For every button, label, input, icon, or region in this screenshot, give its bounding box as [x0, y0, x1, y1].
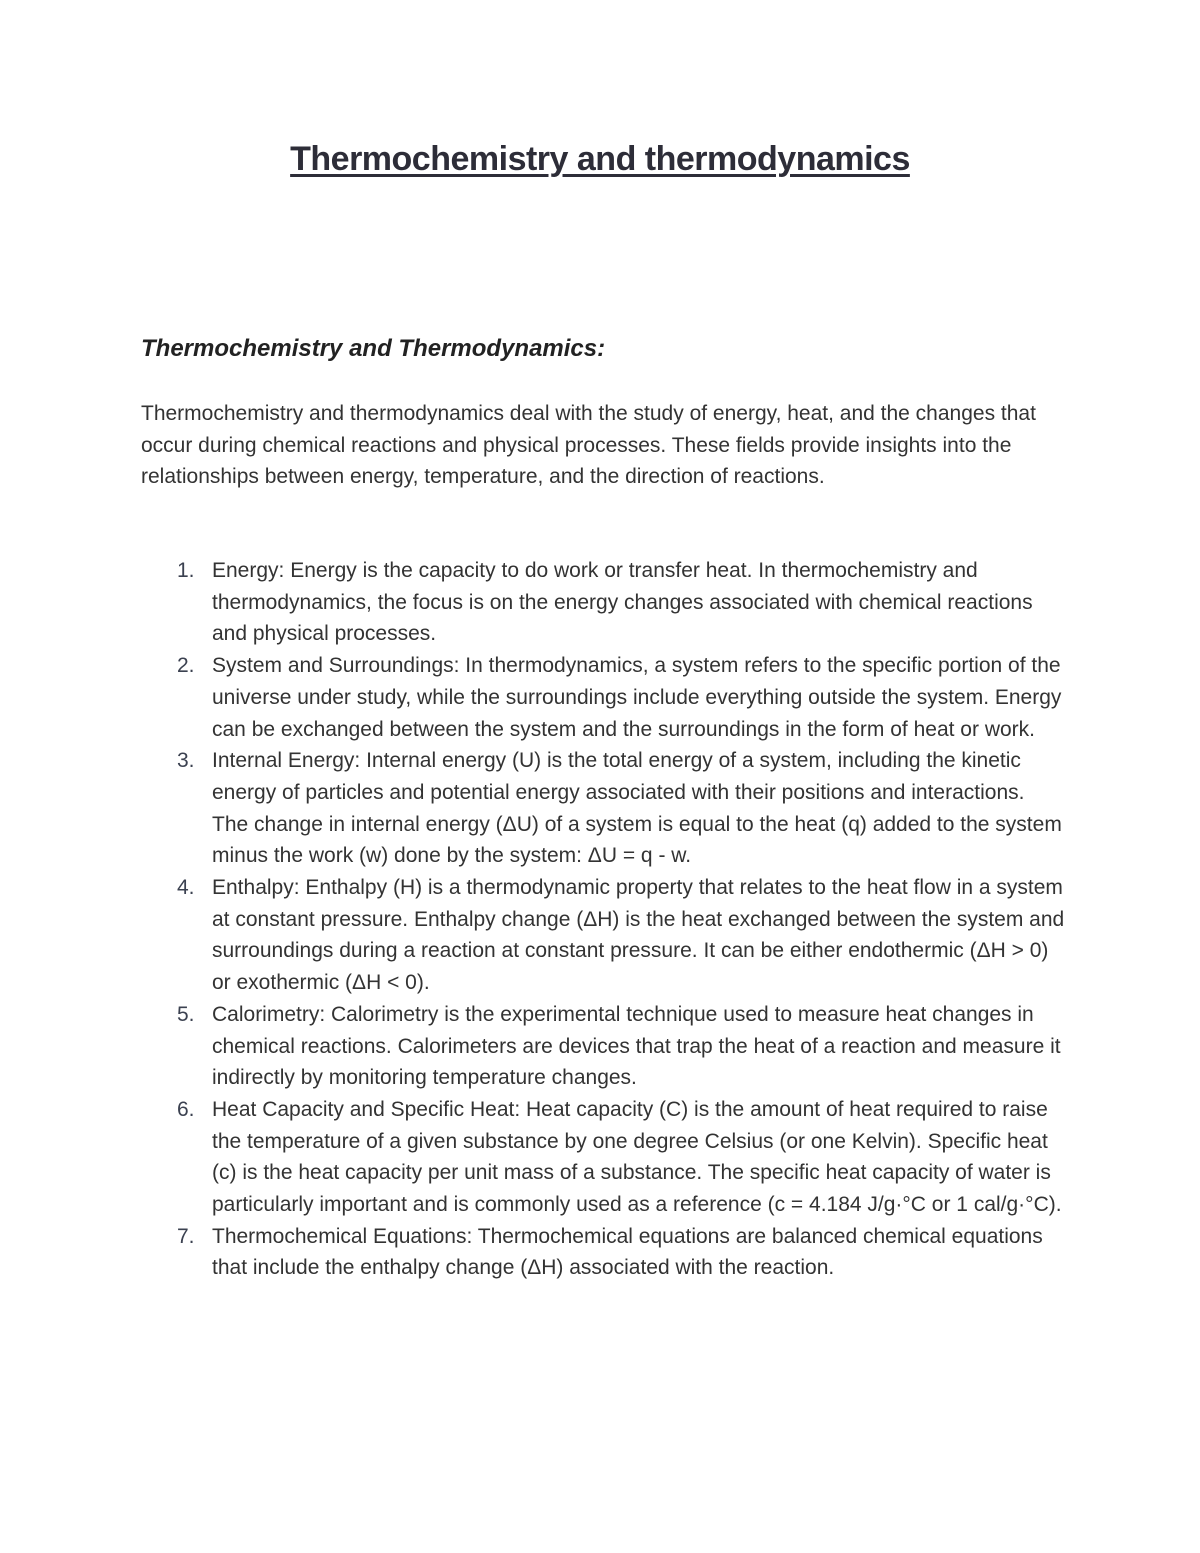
- list-item: [141, 872, 1066, 999]
- list-number: 4.: [177, 876, 195, 900]
- list-number: 3.: [177, 749, 195, 773]
- list-number: 7.: [177, 1224, 195, 1248]
- list-number: 6.: [177, 1097, 195, 1121]
- list-number: 1.: [177, 559, 195, 582]
- list-item: [141, 1094, 1066, 1221]
- list-item-text: Heat Capacity and Specific Heat: Heat capacity (C) is the amount of heat required to raise the temperature of a given substance by one degree Celsius (or one Kelvin). Specific heat (c) is the heat capacity per unit mass of a substance. The specific heat capacity of water is particularly important and is commonly used as a reference (c = 4.184 J/g·°C or 1 cal/g·°C).: [212, 1097, 1062, 1217]
- intro-paragraph: Thermochemistry and thermodynamics deal with the study of energy, heat, and the changes that occur during chemical reactions and physical processes. These fields provide insights into the relationships between energy, temperature, and the direction of reactions.: [141, 402, 1036, 488]
- list-number: 5.: [177, 1002, 195, 1026]
- list-item-text: Enthalpy: Enthalpy (H) is a thermodynamic property that relates to the heat flow in a system at constant pressure. Enthalpy change (ΔH) is the heat exchanged between the system and surroundings during a reaction at constant pressure. It can be either endothermic (ΔH > 0) or exothermic (ΔH < 0).: [212, 876, 1065, 995]
- list-item-text: Calorimetry: Calorimetry is the experimental technique used to measure heat changes in chemical reactions. Calorimeters are devices that trap the heat of a reaction and measure it indirectly by monitoring temperature changes.: [212, 1002, 1061, 1090]
- section-heading: Thermochemistry and Thermodynamics:: [141, 335, 606, 362]
- list-item-text: Energy: Energy is the capacity to do work or transfer heat. In thermochemistry and thermodynamics, the focus is on the energy changes associated with chemical reactions and physical processes.: [212, 559, 1033, 646]
- list-item-text: System and Surroundings: In thermodynamics, a system refers to the specific portion of the universe under study, while the surroundings include everything outside the system. Energy can be exchanged between the system and the surroundings in the form of heat or work.: [212, 654, 1062, 741]
- list-number: 2.: [177, 654, 195, 678]
- document-title: Thermochemistry and thermodynamics: [290, 140, 910, 178]
- numbered-list: [141, 555, 1066, 1284]
- list-item: [141, 999, 1066, 1094]
- list-item: [141, 555, 1066, 650]
- list-item-text: Internal Energy: Internal energy (U) is the total energy of a system, including the kinetic energy of particles and potential energy associated with their positions and interactions. The change in internal energy (ΔU) of a system is equal to the heat (q) added to the system minus the work (w) done by the system: ΔU = q - w.: [212, 749, 1062, 868]
- list-item: [141, 745, 1066, 872]
- list-item: [141, 1221, 1066, 1284]
- list-item: [141, 650, 1066, 745]
- list-item-text: Thermochemical Equations: Thermochemical equations are balanced chemical equations that include the enthalpy change (ΔH) associated with the reaction.: [212, 1224, 1043, 1280]
